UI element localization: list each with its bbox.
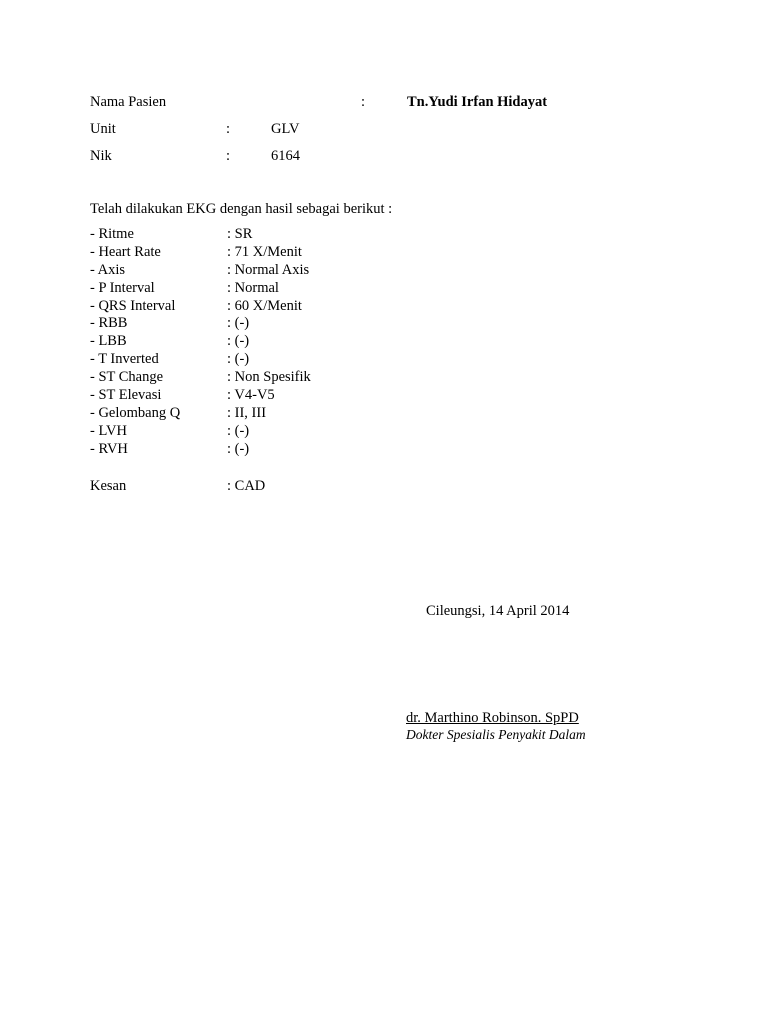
result-label: - RVH [90, 440, 128, 457]
impression-label: Kesan [90, 478, 127, 494]
result-label: - RBB [90, 315, 128, 332]
result-row-p-interval [90, 280, 490, 298]
result-row-lvh [90, 423, 490, 441]
result-row-t-inverted [90, 351, 490, 369]
result-label: - P Interval [90, 279, 155, 296]
result-value: : II, III [227, 404, 267, 421]
nik-label: Nik [90, 148, 112, 164]
impression-value: : CAD [227, 478, 266, 494]
patient-name-label: Nama Pasien [90, 94, 167, 110]
result-label: - ST Change [90, 369, 164, 386]
result-row-gelombang-q [90, 405, 490, 423]
result-row-st-elevasi [90, 387, 490, 405]
result-value: : 60 X/Menit [227, 297, 302, 314]
result-value: : (-) [227, 315, 250, 332]
result-label: - Heart Rate [90, 243, 161, 260]
place-date: Cileungsi, 14 April 2014 [426, 603, 570, 619]
result-value: : 71 X/Menit [227, 243, 302, 260]
result-label: - Ritme [90, 226, 134, 242]
doctor-name: dr. Marthino Robinson. SpPD [406, 710, 579, 726]
result-value: : (-) [227, 351, 250, 368]
result-label: - QRS Interval [90, 297, 176, 314]
result-label: - T Inverted [90, 351, 159, 368]
unit-value: GLV [271, 121, 300, 137]
result-row-heart-rate [90, 244, 490, 262]
result-value: : SR [227, 226, 253, 242]
nik-colon: : [226, 148, 231, 164]
intro-text: Telah dilakukan EKG dengan hasil sebagai berikut : [90, 201, 393, 217]
result-row-st-change [90, 369, 490, 387]
nik-value: 6164 [271, 148, 300, 164]
result-label: - Gelombang Q [90, 404, 181, 421]
result-row-lbb [90, 333, 490, 351]
unit-label: Unit [90, 121, 116, 137]
result-value: : (-) [227, 440, 250, 457]
result-value: : Normal Axis [227, 261, 310, 278]
result-row-axis [90, 262, 490, 280]
result-value: : Non Spesifik [227, 369, 311, 386]
result-label: - ST Elevasi [90, 387, 162, 404]
result-label: - LBB [90, 333, 127, 350]
result-row-ritme [90, 226, 490, 244]
result-row-qrs-interval [90, 298, 490, 316]
patient-name-colon: : [361, 94, 366, 110]
result-value: : V4-V5 [227, 387, 275, 404]
result-value: : (-) [227, 333, 250, 350]
ekg-result-list [90, 226, 490, 459]
patient-name-value: Tn.Yudi Irfan Hidayat [407, 94, 548, 110]
result-row-rbb [90, 315, 490, 333]
result-label: - LVH [90, 422, 127, 439]
doctor-title: Dokter Spesialis Penyakit Dalam [406, 727, 586, 742]
result-value: : Normal [227, 279, 279, 296]
result-value: : (-) [227, 422, 250, 439]
result-label: - Axis [90, 261, 126, 278]
unit-colon: : [226, 121, 231, 137]
result-row-rvh [90, 441, 490, 459]
